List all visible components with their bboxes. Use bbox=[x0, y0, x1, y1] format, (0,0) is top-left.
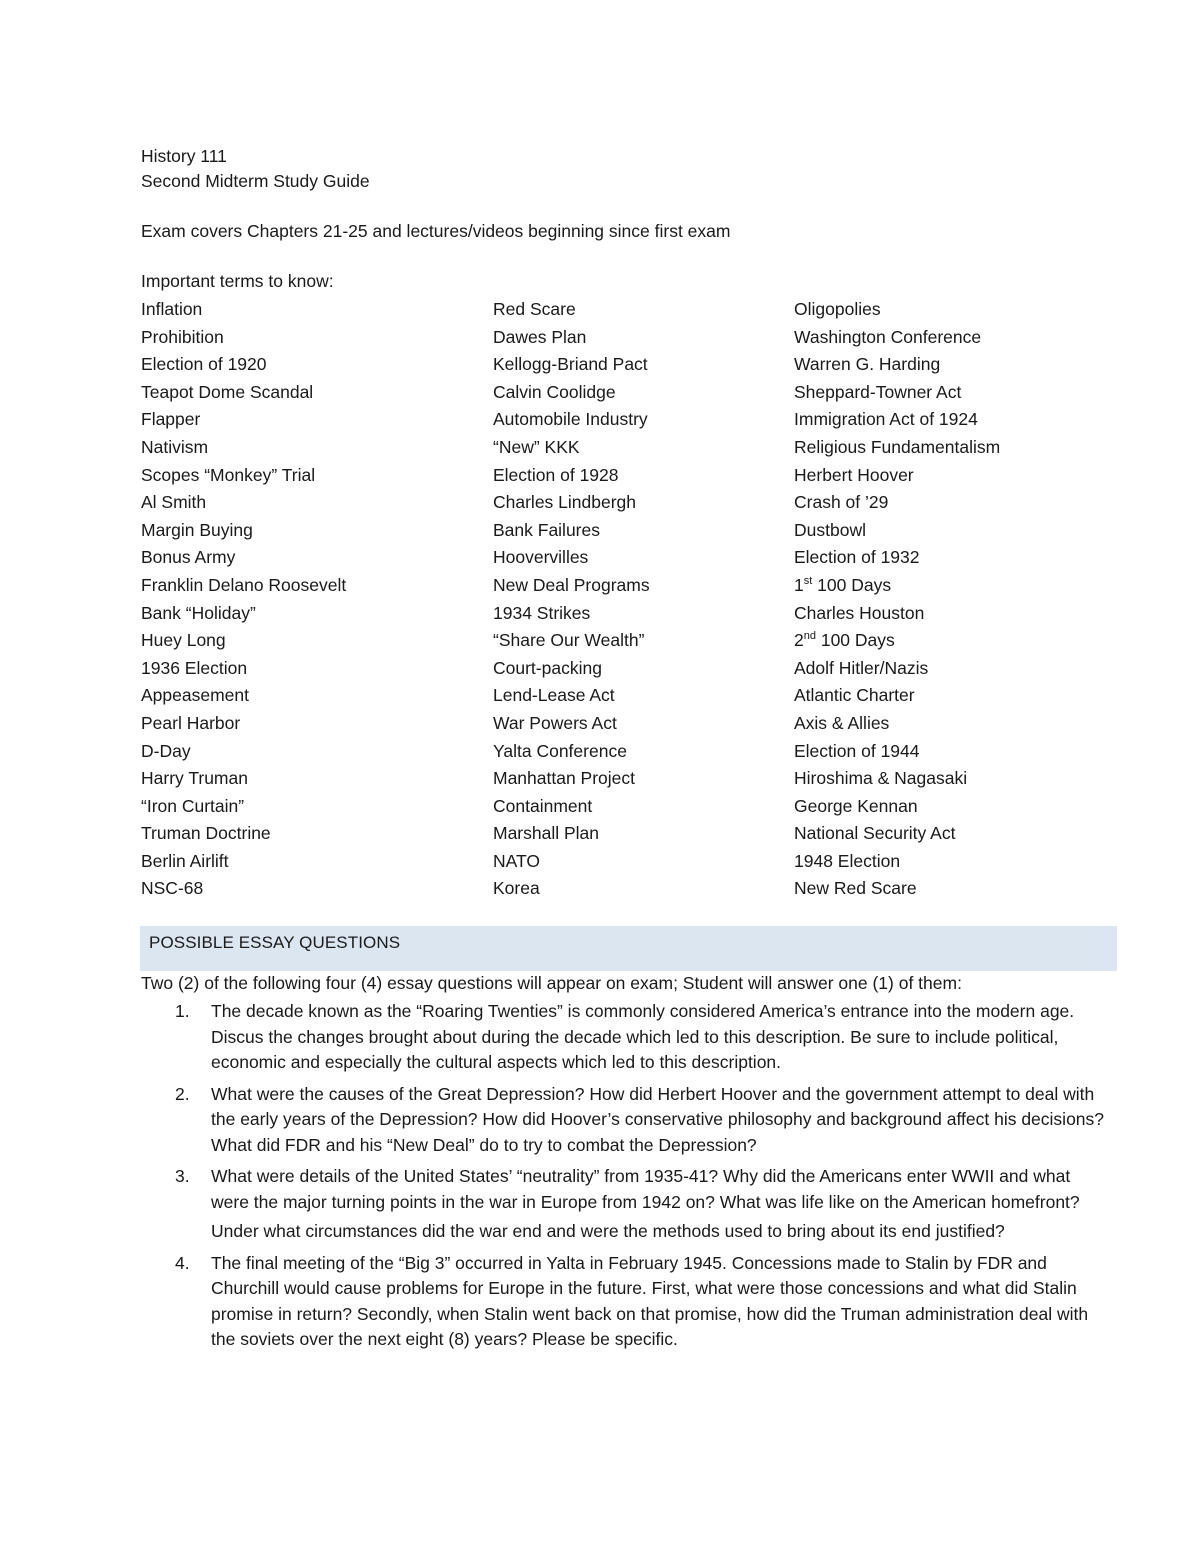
term-row bbox=[141, 517, 1041, 545]
term-item: Election of 1928 bbox=[493, 464, 619, 485]
term-item: National Security Act bbox=[794, 823, 956, 844]
term-item: Charles Lindbergh bbox=[493, 492, 637, 513]
question-text: The final meeting of the “Big 3” occurred in Yalta in February 1945. Concessions made to Stalin by FDR and Churchill would cause problems for Europe in the future. First, what were those concessions and what did Stalin promise in return? Secondly, when Stalin went back on that promise, how did the Truman administration deal with the soviets over the next eight (8) years? Please be specific. bbox=[211, 1252, 1089, 1349]
essay-intro: Two (2) of the following four (4) essay questions will appear on exam; Student will answer one (1) of them: bbox=[141, 973, 962, 993]
question-text: What were details of the United States’ “neutrality” from 1935-41? Why did the Americans enter WWII and what were the major turning points in the war in Europe from 1942 on? What was life like on the American homefront? bbox=[211, 1166, 1080, 1212]
term-row bbox=[141, 544, 1041, 572]
term-item: War Powers Act bbox=[493, 712, 617, 733]
question-text: What were the causes of the Great Depression? How did Herbert Hoover and the government attempt to deal with the early years of the Depression? How did Hoover’s conservative philosophy and background affect his decisions? What did FDR and his “New Deal” do to try to combat the Depression? bbox=[211, 1083, 1105, 1155]
term-item: Appeasement bbox=[141, 685, 249, 706]
term-item: Korea bbox=[493, 878, 540, 899]
term-row bbox=[141, 627, 1041, 655]
essay-question bbox=[141, 1251, 1111, 1353]
term-item: Religious Fundamentalism bbox=[794, 436, 1001, 457]
term-row bbox=[141, 296, 1041, 324]
term-item: George Kennan bbox=[794, 795, 918, 816]
term-item: Teapot Dome Scandal bbox=[141, 381, 314, 402]
term-row bbox=[141, 324, 1041, 352]
term-item: Charles Houston bbox=[794, 602, 925, 623]
term-item: “Share Our Wealth” bbox=[493, 630, 645, 651]
term-row bbox=[141, 655, 1041, 683]
essay-section-header: POSSIBLE ESSAY QUESTIONS bbox=[140, 926, 1117, 971]
term-item: 1948 Election bbox=[794, 850, 901, 871]
essay-question bbox=[141, 1082, 1111, 1159]
term-item: Hoovervilles bbox=[493, 547, 589, 568]
term-row bbox=[141, 462, 1041, 490]
term-item: Axis & Allies bbox=[794, 712, 890, 733]
term-row bbox=[141, 682, 1041, 710]
question-number: 3. bbox=[175, 1166, 190, 1186]
question-text: The decade known as the “Roaring Twenties” is commonly considered America’s entrance into the modern age. Discus the changes brought about during the decade which led to this description. Be sure to include political, economic and especially the cultural aspects which led to this description. bbox=[211, 1001, 1075, 1072]
term-row bbox=[141, 379, 1041, 407]
term-item: Adolf Hitler/Nazis bbox=[794, 657, 929, 678]
term-item: Yalta Conference bbox=[493, 740, 627, 761]
term-item: D-Day bbox=[141, 740, 191, 761]
term-item: Hiroshima & Nagasaki bbox=[794, 768, 968, 789]
term-row bbox=[141, 848, 1041, 876]
terms-table bbox=[141, 296, 1041, 903]
term-item: Bank Failures bbox=[493, 519, 600, 540]
term-item: Dawes Plan bbox=[493, 326, 587, 347]
term-item: Court-packing bbox=[493, 657, 602, 678]
term-item: Washington Conference bbox=[794, 326, 982, 347]
term-item: New Red Scare bbox=[794, 878, 917, 899]
term-item: Automobile Industry bbox=[493, 409, 648, 430]
question-followup: Under what circumstances did the war end and were the methods used to bring about its end justified? bbox=[211, 1221, 1005, 1241]
term-item: Bonus Army bbox=[141, 547, 236, 568]
term-row bbox=[141, 738, 1041, 766]
term-item: 2nd 100 Days bbox=[794, 630, 895, 651]
essay-question bbox=[141, 1164, 1111, 1245]
term-item: NSC-68 bbox=[141, 878, 204, 899]
term-item: Truman Doctrine bbox=[141, 823, 271, 844]
course-title: History 111 bbox=[141, 146, 227, 166]
term-item: Sheppard-Towner Act bbox=[794, 381, 962, 402]
term-row bbox=[141, 820, 1041, 848]
term-row bbox=[141, 489, 1041, 517]
term-item: Berlin Airlift bbox=[141, 850, 229, 871]
term-item: Nativism bbox=[141, 436, 209, 457]
term-row bbox=[141, 351, 1041, 379]
term-item: Margin Buying bbox=[141, 519, 253, 540]
term-row bbox=[141, 600, 1041, 628]
term-item: “Iron Curtain” bbox=[141, 795, 245, 816]
term-item: 1934 Strikes bbox=[493, 602, 591, 623]
exam-coverage: Exam covers Chapters 21-25 and lectures/videos beginning since first exam bbox=[141, 221, 731, 241]
term-row bbox=[141, 793, 1041, 821]
term-row bbox=[141, 765, 1041, 793]
term-item: Prohibition bbox=[141, 326, 224, 347]
term-item: Lend-Lease Act bbox=[493, 685, 615, 706]
term-item: Inflation bbox=[141, 299, 203, 319]
term-item: Election of 1920 bbox=[141, 354, 267, 375]
question-number: 4. bbox=[175, 1252, 190, 1273]
term-item: Calvin Coolidge bbox=[493, 381, 616, 402]
term-item: Manhattan Project bbox=[493, 768, 636, 789]
term-item: Huey Long bbox=[141, 630, 226, 651]
guide-subtitle: Second Midterm Study Guide bbox=[141, 171, 370, 191]
term-item: Election of 1932 bbox=[794, 547, 920, 568]
term-row bbox=[141, 875, 1041, 903]
essay-question bbox=[141, 999, 1111, 1076]
term-item: Franklin Delano Roosevelt bbox=[141, 574, 347, 595]
term-item: Dustbowl bbox=[794, 519, 866, 540]
term-item: NATO bbox=[493, 850, 540, 871]
term-item: Pearl Harbor bbox=[141, 712, 241, 733]
term-item: Atlantic Charter bbox=[794, 685, 915, 706]
term-item: Election of 1944 bbox=[794, 740, 920, 761]
term-item: Scopes “Monkey” Trial bbox=[141, 464, 316, 485]
term-item: Immigration Act of 1924 bbox=[794, 409, 978, 430]
term-item: Bank “Holiday” bbox=[141, 602, 256, 623]
term-row bbox=[141, 434, 1041, 462]
term-item: Harry Truman bbox=[141, 768, 248, 789]
term-item: Marshall Plan bbox=[493, 823, 600, 844]
term-item: Kellogg-Briand Pact bbox=[493, 354, 648, 375]
term-item: 1936 Election bbox=[141, 657, 248, 678]
term-item: Herbert Hoover bbox=[794, 464, 914, 485]
question-number: 2. bbox=[175, 1083, 190, 1104]
term-item: 1st 100 Days bbox=[794, 574, 892, 595]
term-row bbox=[141, 406, 1041, 434]
term-item: Oligopolies bbox=[794, 299, 881, 319]
term-item: Containment bbox=[493, 795, 593, 816]
term-item: Red Scare bbox=[493, 299, 576, 319]
term-item: Al Smith bbox=[141, 492, 207, 513]
term-item: Flapper bbox=[141, 409, 201, 430]
essay-question-list bbox=[141, 999, 1111, 1359]
term-item: New Deal Programs bbox=[493, 574, 650, 595]
term-item: Crash of ’29 bbox=[794, 492, 889, 513]
term-row bbox=[141, 710, 1041, 738]
term-row bbox=[141, 572, 1041, 600]
terms-heading: Important terms to know: bbox=[141, 271, 334, 291]
term-item: “New” KKK bbox=[493, 436, 580, 457]
question-number: 1. bbox=[175, 1001, 190, 1021]
term-item: Warren G. Harding bbox=[794, 354, 941, 375]
